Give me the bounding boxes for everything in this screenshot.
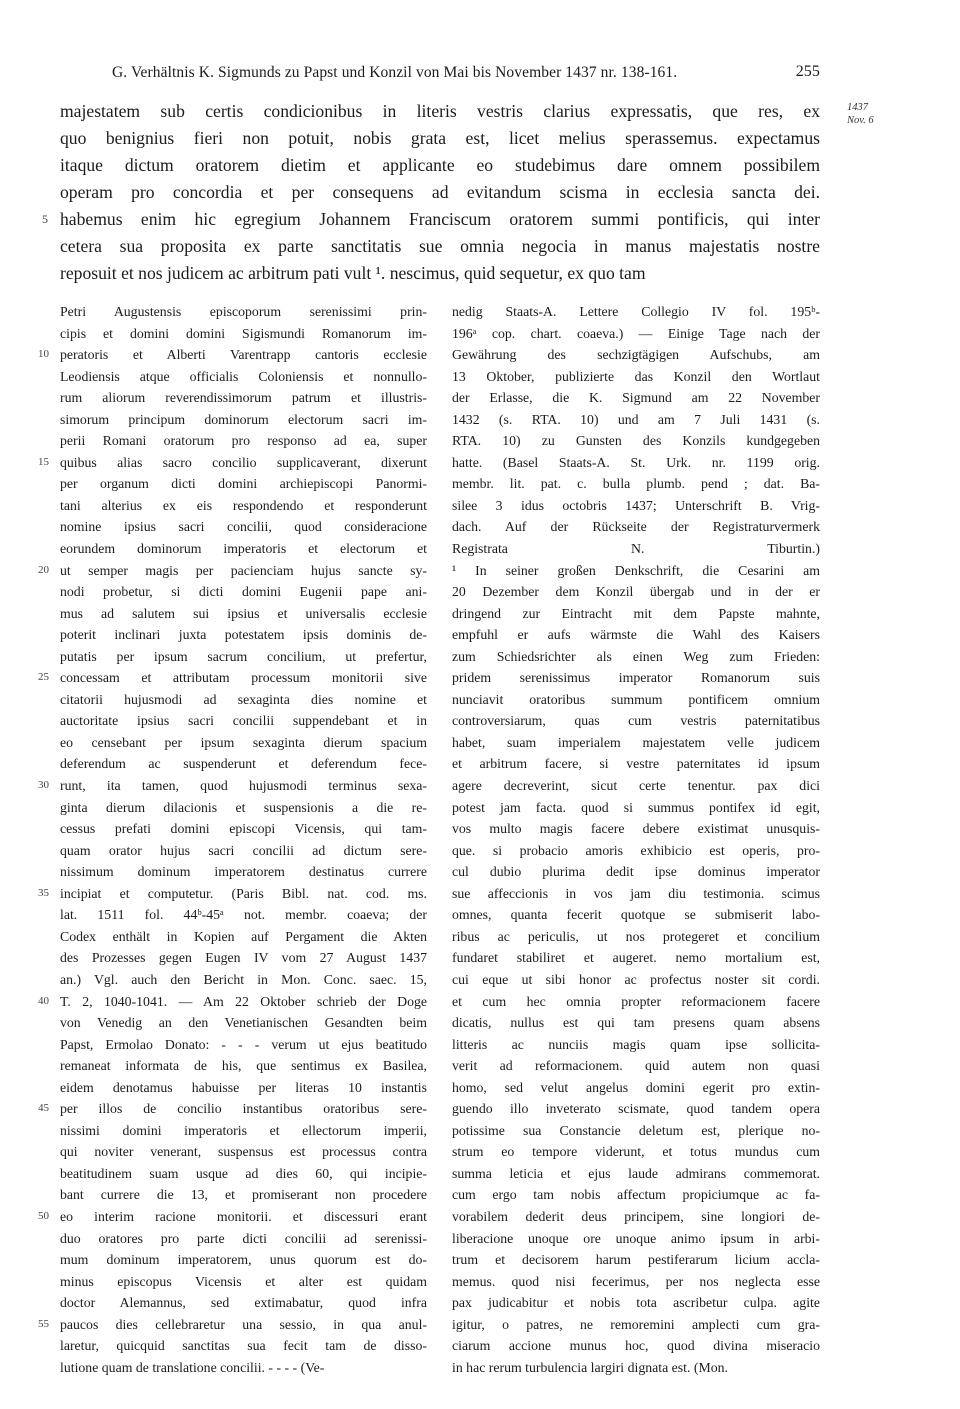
- left-column-line: [60, 861, 427, 883]
- right-column-line-text: memus. quod nisi fecerimus, per nos neglecta esse: [452, 1273, 820, 1289]
- left-column-line: [60, 1249, 427, 1271]
- right-column-line-text: homo, sed velut angelus domini egerit pro extin-: [452, 1079, 820, 1095]
- left-column-line: [60, 710, 427, 732]
- right-column-line: [452, 710, 820, 732]
- line-number: 35: [38, 886, 49, 899]
- right-column-line: [452, 624, 820, 646]
- right-column-line-text: cul dubio plurima dedit ipse dominus imperator: [452, 864, 820, 880]
- left-column-line: [60, 646, 427, 668]
- left-column-line: [60, 1184, 427, 1206]
- left-column-line-text: mus ad salutem sui ipsius et universalis ecclesie: [60, 605, 427, 621]
- left-column-line-text: rum aliorum reverendissimorum patrum et illustris-: [60, 390, 427, 406]
- line-number: 20: [38, 563, 49, 576]
- right-column-line: [452, 1292, 820, 1314]
- right-column-line-text: zum Schiedsrichter als einen Weg zum Frieden:: [452, 648, 820, 664]
- margin-date-note: [847, 101, 874, 127]
- right-column-line: [452, 840, 820, 862]
- left-column-line: [38, 560, 427, 582]
- right-column-line-text: nunciavit oratoribus summum pontificem omnium: [452, 691, 820, 707]
- left-column-line-text: Codex enthält in Kopien auf Pergament die Akten: [60, 928, 427, 944]
- right-column-line: [452, 387, 820, 409]
- right-column-line-text: trum et decisorem harum pestiferarum licium accla-: [452, 1252, 820, 1268]
- right-column-line: [452, 775, 820, 797]
- right-column-line-text: Registrata N. Tiburtin.): [452, 541, 820, 557]
- line-number: 5: [42, 212, 48, 226]
- left-column-line-text: remaneat informata de his, que sentimus ex Basilea,: [60, 1058, 427, 1074]
- main-text-line: [60, 125, 820, 152]
- right-column-line-text: empfuhl er aufs wärmste die Wahl des Kaisers: [452, 627, 820, 643]
- left-column-line-text: an.) Vgl. auch den Bericht in Mon. Conc. saec. 15,: [60, 971, 427, 987]
- right-column-line-text: litteris ac nunciis magis quam ipse sollicita-: [452, 1036, 820, 1052]
- right-column-line: [452, 516, 820, 538]
- left-column-line-text: qui noviter venerant, suspensus est processus contra: [60, 1144, 427, 1160]
- right-column-line-text: Gewährung des sechzigtägigen Aufschubs, am: [452, 347, 820, 363]
- right-column-line-text: nedig Staats-A. Lettere Collegio IV fol. 195ᵇ-: [452, 304, 820, 319]
- right-column-line: [452, 1141, 820, 1163]
- right-column-line: [452, 1206, 820, 1228]
- left-column-line-text: nomine ipsius sacri concilii, quod consideracione: [60, 519, 427, 535]
- left-column-line-text: per illos de concilio instantibus oratoribus sere-: [60, 1101, 427, 1117]
- left-column-line-text: putatis per ipsum sacrum concilium, ut prefertur,: [60, 648, 427, 664]
- right-column-line-text: summa leticia et ejus laude admirans commemorat.: [452, 1165, 820, 1181]
- left-column-line-text: perii Romani oratorum pro responso ad ea, super: [60, 433, 427, 449]
- line-number: 10: [38, 348, 49, 361]
- right-column-line-text: controversiarum, quas cum vestris paternitatibus: [452, 713, 820, 729]
- left-column: [38, 301, 427, 1378]
- right-column-line: [452, 646, 820, 668]
- main-text-line-text: operam pro concordia et per consequens ad evitandum scisma in ecclesia sancta dei.: [60, 182, 820, 202]
- right-column-line: [452, 1184, 820, 1206]
- right-column-line-text: 196ᵃ cop. chart. coaeva.) — Einige Tage nach der: [452, 325, 820, 341]
- left-column-line: [60, 1034, 427, 1056]
- right-column-line: [452, 861, 820, 883]
- right-column-line: [452, 1077, 820, 1099]
- left-column-line: [60, 1120, 427, 1142]
- left-column-line-text: mum dominum imperatorem, unus quorum est do-: [60, 1252, 427, 1268]
- right-column-line-text: membr. lit. pat. c. bulla plumb. pend ; dat. Ba-: [452, 476, 820, 492]
- left-column-line-text: T. 2, 1040-1041. — Am 22 Oktober schrieb der Doge: [60, 993, 427, 1009]
- main-text-line: [60, 152, 820, 179]
- main-text-line-text: habemus enim hic egregium Johannem Franciscum oratorem summi pontificis, qui inter: [60, 209, 820, 229]
- left-column-line-text: nissimum dominum imperatorem destinatus currere: [60, 864, 427, 880]
- left-column-line-text: von Venedig an den Venetianischen Gesandten beim: [60, 1015, 427, 1031]
- main-text-line: [60, 233, 820, 260]
- left-column-line: [38, 775, 427, 797]
- left-column-line-text: beatitudinem suam usque ad dies 60, qui incipie-: [60, 1165, 427, 1181]
- right-column-line-text: igitur, o patres, ne remoremini amplecti cum gra-: [452, 1316, 820, 1332]
- right-column-line-text: potest jam facta. quod si summus pontifex id egit,: [452, 799, 820, 815]
- main-text-line: [60, 179, 820, 206]
- left-column-line: [60, 1228, 427, 1250]
- line-number: 15: [38, 455, 49, 468]
- line-number: 55: [38, 1317, 49, 1330]
- page-number: 255: [795, 63, 820, 80]
- left-column-line: [60, 603, 427, 625]
- right-column-line-text: verit ad reformacionem. quid autem non quasi: [452, 1058, 820, 1074]
- line-number: 30: [38, 779, 49, 792]
- right-column-line: [452, 430, 820, 452]
- left-column-line-text: cessus prefati domini episcopi Vicensis, qui tam-: [60, 821, 427, 837]
- left-column-line: [60, 797, 427, 819]
- right-column-line: [452, 667, 820, 689]
- right-column-line-text: ¹ In seiner großen Denkschrift, die Cesarini am: [452, 562, 820, 578]
- left-column-line: [60, 753, 427, 775]
- left-column-line: [60, 1055, 427, 1077]
- right-column-line: [452, 1249, 820, 1271]
- left-column-line: [60, 366, 427, 388]
- left-column-line: [60, 387, 427, 409]
- right-column-line-text: habet, suam imperialem majestatem velle judicem: [452, 734, 820, 750]
- left-column-line: [60, 538, 427, 560]
- right-column-line-text: in hac rerum turbulencia largiri dignata est. (Mon.: [452, 1359, 728, 1375]
- left-column-line-text: cipis et domini domini Sigismundi Romanorum im-: [60, 325, 427, 341]
- right-column-line-text: fundaret stabiliret et augeret. nemo mortalium est,: [452, 950, 820, 966]
- left-column-line-text: ginta dierum dilacionis et suspensionis a die re-: [60, 799, 427, 815]
- left-column-line: [60, 495, 427, 517]
- main-text-line-text: majestatem sub certis condicionibus in literis vestris clarius expressatis, que res, ex: [60, 101, 820, 121]
- main-text-line-text: cetera sua proposita ex parte sanctitatis sue omnia negocia in manus majestatis nostre: [60, 236, 820, 256]
- right-column-line-text: der Erlasse, die K. Sigmund am 22 November: [452, 390, 820, 406]
- left-column-line-text: quam orator hujus sacri concilii ad dictum sere-: [60, 842, 427, 858]
- left-column-line-text: laretur, quicquid sanctitas sua fecit tam de disso-: [60, 1338, 427, 1354]
- left-column-line: [60, 1012, 427, 1034]
- left-column-line: [60, 409, 427, 431]
- right-column-line: [452, 1228, 820, 1250]
- left-column-line-text: Leodiensis atque officialis Coloniensis et nonnullo-: [60, 368, 427, 384]
- left-column-line-text: citatorii hujusmodi ad sexaginta dies nomine et: [60, 691, 427, 707]
- right-column-line-text: 13 Oktober, publizierte das Konzil den Wortlaut: [452, 368, 820, 384]
- left-column-line-text: nissimi domini imperatoris et ellectorum imperii,: [60, 1122, 427, 1138]
- left-column-line: [60, 840, 427, 862]
- left-column-line-text: Papst, Ermolao Donato: - - - verum ut ejus beatitudo: [60, 1036, 427, 1052]
- right-column-line-text: silee 3 idus octobris 1437; Unterschrift B. Vrig-: [452, 497, 820, 513]
- right-column-line: [452, 1120, 820, 1142]
- left-column-line-text: ut semper magis per pacienciam hujus sancte sy-: [60, 562, 427, 578]
- right-column-line: [452, 689, 820, 711]
- right-column-line-text: omnes, quanta fecerit quotque se submiserit labo-: [452, 907, 820, 923]
- left-column-line: [38, 667, 427, 689]
- right-column-line-text: pax judicabitur et nobis tota ascribetur culpa. agite: [452, 1295, 820, 1311]
- left-column-line: [60, 969, 427, 991]
- left-column-line-text: simorum principum dominorum electorum sacri im-: [60, 411, 427, 427]
- left-column-line-text: eo interim racione monitorii. et discessuri erant: [60, 1208, 427, 1224]
- right-column-line: [452, 1034, 820, 1056]
- left-column-line-text: eidem denotamus habuisse per literas 10 instantis: [60, 1079, 427, 1095]
- left-column-line: [60, 1271, 427, 1293]
- right-column-line-text: dringend zur Eintracht mit dem Papste mahnte,: [452, 605, 820, 621]
- left-column-line-text: lat. 1511 fol. 44ᵇ-45ᵃ not. membr. coaeva; der: [60, 907, 427, 923]
- right-column-line: [452, 1012, 820, 1034]
- right-column-line: [452, 732, 820, 754]
- right-column-line: [452, 1357, 820, 1379]
- left-column-line: [60, 473, 427, 495]
- right-column-line: [452, 1098, 820, 1120]
- right-column-line-text: pridem serenissimus imperator Romanorum suis: [452, 670, 820, 686]
- right-column-line-text: 20 Dezember dem Konzil übergab und in der er: [452, 584, 820, 600]
- left-column-line: [60, 732, 427, 754]
- right-column-line-text: vos multo magis facere debere existimat unusquis-: [452, 821, 820, 837]
- running-title: G. Verhältnis K. Sigmunds zu Papst und Konzil von Mai bis November 1437 nr. 138-161.: [112, 64, 678, 81]
- left-column-line: [60, 323, 427, 345]
- right-column-line: [452, 1314, 820, 1336]
- right-column-line-text: ribus ac periculis, ut nos protegeret et concilium: [452, 928, 820, 944]
- left-column-line-text: incipiat et computetur. (Paris Bibl. nat. cod. ms.: [60, 885, 427, 901]
- right-column-line-text: RTA. 10) zu Gunsten des Konzils kundgegeben: [452, 433, 820, 449]
- left-column-line-text: peratoris et Alberti Varentrapp cantoris ecclesie: [60, 347, 427, 363]
- left-column-line-text: eo censebant per ipsum sexaginta dierum spacium: [60, 734, 427, 750]
- right-column-line: [452, 883, 820, 905]
- left-column-line: [60, 1357, 427, 1379]
- line-number: 45: [38, 1102, 49, 1115]
- right-column-line-text: agere decreverint, sicut certe tenentur. pax dici: [452, 778, 820, 794]
- left-column-line-text: bant currere die 13, et promiserant non procedere: [60, 1187, 427, 1203]
- left-column-line-text: tani alterius ex eis respondendo et responderunt: [60, 497, 427, 513]
- left-column-line: [60, 1292, 427, 1314]
- left-column-line-text: auctoritate ipsius sacri concilii suppendebant et in: [60, 713, 427, 729]
- right-column-line-text: cum ergo tam nobis affectum propiciumque ac fa-: [452, 1187, 820, 1203]
- left-column-line-text: minus episcopus Vicensis et alter est quidam: [60, 1273, 427, 1289]
- left-column-line-text: des Prozesses gegen Eugen IV vom 27 August 1437: [60, 950, 427, 966]
- main-text-line: [60, 260, 820, 287]
- left-column-line: [38, 452, 427, 474]
- left-column-line-text: per organum dicti domini archiepiscopi Panormi-: [60, 476, 427, 492]
- right-column: [452, 301, 820, 1378]
- right-column-line-text: vorabilem dederit deus principem, sine longiori de-: [452, 1208, 820, 1224]
- right-column-line: [452, 603, 820, 625]
- left-column-line-text: poterit inclinari juxta potestatem ipsis dominis de-: [60, 627, 427, 643]
- right-column-line: [452, 495, 820, 517]
- left-column-line-text: deferendum ac suspenderunt et deferendum fece-: [60, 756, 427, 772]
- right-column-line-text: dicatis, nullus est qui tam presens quam absens: [452, 1015, 820, 1031]
- right-column-line: [452, 797, 820, 819]
- right-column-line: [452, 452, 820, 474]
- left-column-line-text: runt, ita tamen, quod hujusmodi terminus sexa-: [60, 778, 427, 794]
- left-column-line: [60, 430, 427, 452]
- right-column-line: [452, 473, 820, 495]
- left-column-line: [60, 904, 427, 926]
- left-column-line-text: eorundem dominorum imperatoris et electorum et: [60, 541, 427, 557]
- right-column-line: [452, 753, 820, 775]
- right-column-line: [452, 969, 820, 991]
- right-column-line: [452, 323, 820, 345]
- margin-year: 1437: [847, 102, 868, 113]
- main-text-line-text: reposuit et nos judicem ac arbitrum pati vult ¹. nescimus, quid sequetur, ex quo tam: [60, 263, 646, 283]
- left-column-line: [38, 1314, 427, 1336]
- left-column-line: [60, 1163, 427, 1185]
- right-column-line: [452, 538, 820, 560]
- main-text-block: [42, 98, 820, 287]
- right-column-line-text: hatte. (Basel Staats-A. St. Urk. nr. 1199 orig.: [452, 454, 820, 470]
- left-column-line: [38, 1206, 427, 1228]
- right-column-line: [452, 947, 820, 969]
- right-column-line: [452, 991, 820, 1013]
- right-column-line-text: guendo illo inveterato scismate, quod tandem opera: [452, 1101, 820, 1117]
- right-column-line-text: que. si probacio amoris exhibicio est operis, pro-: [452, 842, 820, 858]
- line-number: 25: [38, 671, 49, 684]
- right-column-line: [452, 818, 820, 840]
- left-column-line: [60, 581, 427, 603]
- main-text-line-text: quo benignius fieri non potuit, nobis grata est, licet melius sperassemus. expectamus: [60, 128, 820, 148]
- right-column-line-text: strum eo tempore viderunt, et totus mundus cum: [452, 1144, 820, 1160]
- main-text-line: [42, 206, 820, 233]
- right-column-line-text: sue affeccionis in vos jam diu testimonia. scimus: [452, 885, 820, 901]
- left-column-line: [60, 689, 427, 711]
- main-text-line: [60, 98, 820, 125]
- right-column-line: [452, 1163, 820, 1185]
- right-column-line: [452, 560, 820, 582]
- right-column-line: [452, 409, 820, 431]
- left-column-line-text: lutione quam de translatione concilii. - - - - (Ve-: [60, 1359, 325, 1375]
- right-column-line: [452, 1271, 820, 1293]
- right-column-line: [452, 581, 820, 603]
- line-number: 50: [38, 1209, 49, 1222]
- right-column-line-text: dach. Auf der Rückseite der Registraturvermerk: [452, 519, 820, 535]
- left-column-line: [60, 947, 427, 969]
- left-column-line: [38, 1098, 427, 1120]
- left-column-line-text: Petri Augustensis episcoporum serenissimi prin-: [60, 304, 427, 319]
- left-column-line-text: paucos dies cellebraretur una sessio, in qua anul-: [60, 1316, 427, 1332]
- left-column-line: [60, 624, 427, 646]
- left-column-line-text: quibus alias sacro concilio supplicaverant, dixerunt: [60, 454, 427, 470]
- right-column-line-text: liberacione unoque ore unoque animo ipsum in arbi-: [452, 1230, 820, 1246]
- right-column-line-text: 1432 (s. RTA. 10) und am 7 Juli 1431 (s.: [452, 411, 820, 427]
- right-column-line: [452, 926, 820, 948]
- left-column-line: [60, 1335, 427, 1357]
- right-column-line: [452, 1335, 820, 1357]
- left-column-line: [60, 301, 427, 323]
- left-column-line-text: duo oratores pro parte dicti concilii ad serenissi-: [60, 1230, 427, 1246]
- right-column-line-text: ciarum accione munus hoc, quod divina miseracio: [452, 1338, 820, 1354]
- right-column-line: [452, 1055, 820, 1077]
- right-column-line-text: potissime sua Constancie deletum est, plerique no-: [452, 1122, 820, 1138]
- running-header: [112, 64, 820, 86]
- left-column-line-text: concessam et attributam processum monitorii sive: [60, 670, 427, 686]
- left-column-line-text: doctor Alemannus, sed extimabatur, quod infra: [60, 1295, 427, 1311]
- right-column-line: [452, 904, 820, 926]
- left-column-line-text: nodi probetur, si dicti domini Eugenii pape ani-: [60, 584, 427, 600]
- line-number: 40: [38, 994, 49, 1007]
- right-column-line: [452, 366, 820, 388]
- left-column-line: [60, 516, 427, 538]
- left-column-line: [60, 926, 427, 948]
- left-column-line: [38, 344, 427, 366]
- right-column-line-text: cui eque ut sibi honor ac profectus noster sit cordi.: [452, 971, 820, 987]
- margin-date: Nov. 6: [847, 115, 874, 126]
- right-column-line: [452, 301, 820, 323]
- right-column-line-text: et cum hec omnia propter reformacionem facere: [452, 993, 820, 1009]
- left-column-line: [60, 1077, 427, 1099]
- left-column-line: [38, 991, 427, 1013]
- left-column-line: [60, 1141, 427, 1163]
- right-column-line: [452, 344, 820, 366]
- main-text-line-text: itaque dictum oratorem dietim et applicante eo studebimus dare omnem possibilem: [60, 155, 820, 175]
- left-column-line: [60, 818, 427, 840]
- left-column-line: [38, 883, 427, 905]
- right-column-line-text: et arbitrum facere, si vestre paternitates id ipsum: [452, 756, 820, 772]
